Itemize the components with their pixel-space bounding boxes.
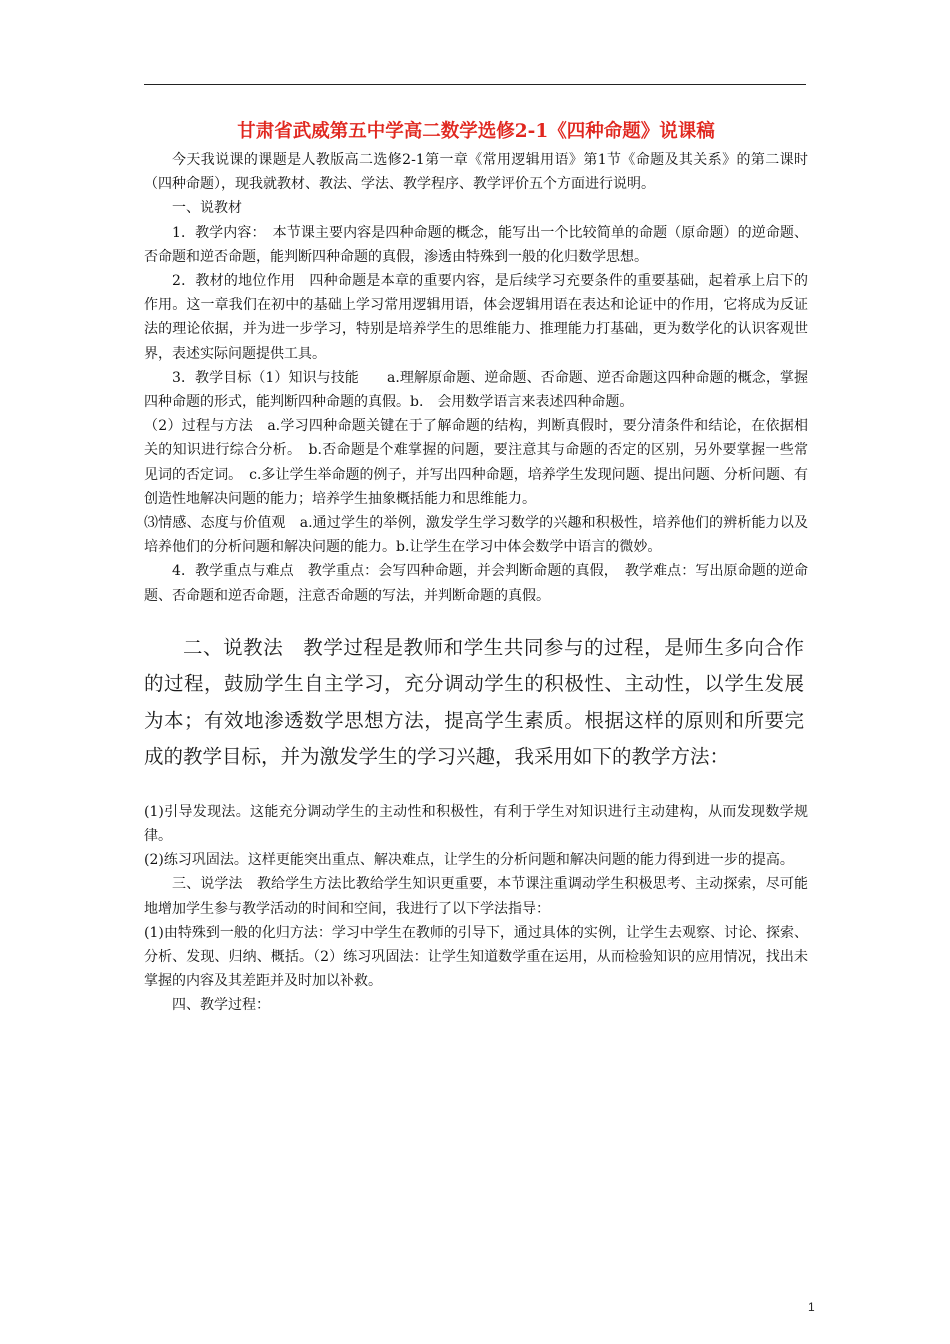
section-2-text: 二、说教法 教学过程是教师和学生共同参与的过程，是师生多向合作的过程，鼓励学生自主学习，充分调动学生的积极性、主动性，以学生发展为本；有效地渗透数学思想方法，提高学生素质。根据这样的原则和所要完成的教学目标，并为激发学生的学习兴趣，我采用如下的教学方法： [144, 635, 804, 769]
page-number: 1 [808, 1300, 815, 1314]
header-rule [144, 84, 806, 85]
document-title: 甘肃省武威第五中学高二数学选修2-1《四种命题》说课稿 [237, 121, 715, 142]
section-1-item-3-attitude: ⑶情感、态度与价值观 a.通过学生的举例，激发学生学习数学的兴趣和积极性，培养他们的辨析能力以及培养他们的分析问题和解决问题的能力。b.让学生在学习中体会数学中语言的微妙。 [144, 515, 808, 556]
intro-paragraph: 今天我说课的课题是人教版高二选修2-1第一章《常用逻辑用语》第1节《命题及其关系》的第二课时（四种命题），现我就教材、教法、学法、教学程序、教学评价五个方面进行说明。 [144, 152, 808, 193]
section-1-item-2: 2．教材的地位作用 四种命题是本章的重要内容，是后续学习充要条件的重要基础，起着承上启下的作用。这一章我们在初中的基础上学习常用逻辑用语，体会逻辑用语在表达和论证中的作用，它将成为反证法的理论依据，并为进一步学习，特别是培养学生的思维能力、推理能力打基础，更为数学化的认识客观世界，表述实际问题提供工具。 [144, 273, 808, 362]
document-body [144, 118, 808, 1018]
section-4-heading: 四、教学过程： [172, 997, 270, 1014]
section-1-item-3-process: （2）过程与方法 a.学习四种命题关键在于了解命题的结构，判断真假时，要分清条件和结论，在依据相关的知识进行综合分析。 b.否命题是个难掌握的问题，要注意其与命题的否定的区别，另外要掌握一些常见词的否定词。 c.多让学生举命题的例子，并写出四种命题，培养学生发现问题、提出问题、分析问题、有创造性地解决问题的能力；培养学生抽象概括能力和思维能力。 [144, 418, 808, 507]
section-1-item-1: 1．教学内容： 本节课主要内容是四种命题的概念，能写出一个比较简单的命题（原命题）的逆命题、否命题和逆否命题，能判断四种命题的真假，渗透由特殊到一般的化归数学思想。 [144, 224, 808, 265]
section-3-guide: (1)由特殊到一般的化归方法：学习中学生在教师的引导下，通过具体的实例，让学生去观察、讨论、探索、分析、发现、归纳、概括。（2）练习巩固法：让学生知道数学重在运用，从而检验知识的应用情况，找出未掌握的内容及其差距并及时加以补救。 [144, 924, 808, 990]
section-3-text: 三、说学法 教给学生方法比教给学生知识更重要，本节课注重调动学生积极思考、主动探索，尽可能地增加学生参与教学活动的时间和空间，我进行了以下学法指导： [144, 876, 808, 917]
method-2: (2)练习巩固法。这样更能突出重点、解决难点，让学生的分析问题和解决问题的能力得到进一步的提高。 [144, 852, 794, 869]
section-2-block [144, 630, 808, 776]
method-1: (1)引导发现法。这能充分调动学生的主动性和积极性，有利于学生对知识进行主动建构，从而发现数学规律。 [144, 803, 808, 845]
section-1-heading: 一、说教材 [172, 200, 242, 217]
section-1-item-4: 4．教学重点与难点 教学重点：会写四种命题，并会判断命题的真假， 教学难点：写出原命题的逆命题、否命题和逆否命题，注意否命题的写法，并判断命题的真假。 [144, 563, 808, 604]
section-1-item-3: 3．教学目标（1）知识与技能 a.理解原命题、逆命题、否命题、逆否命题这四种命题的概念，掌握四种命题的形式，能判断四种命题的真假。b. 会用数学语言来表述四种命题。 [144, 369, 808, 411]
